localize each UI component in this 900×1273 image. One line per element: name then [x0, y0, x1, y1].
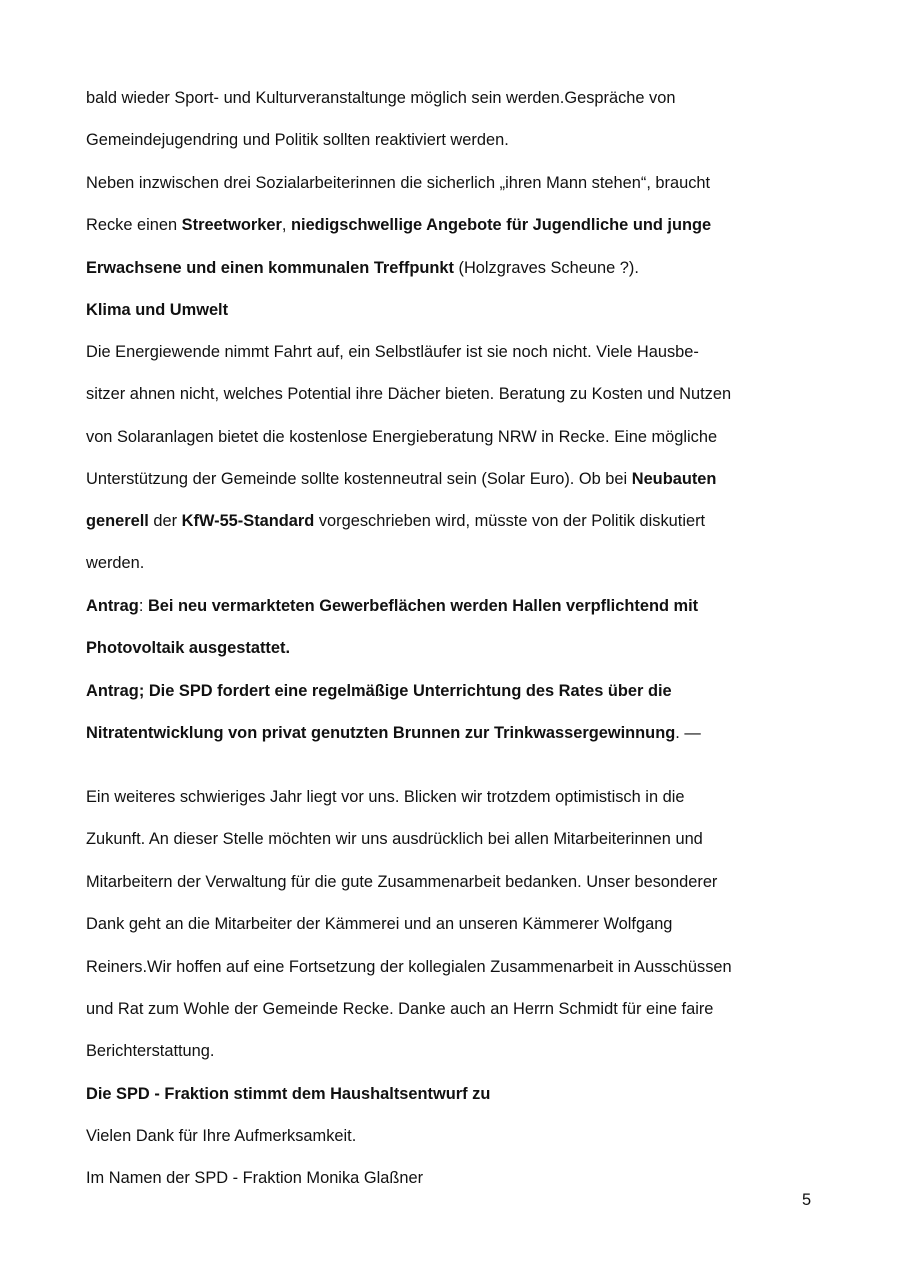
text-line — [86, 511, 705, 531]
text-run: Die Energiewende nimmt Fahrt auf, ein Selbstläufer ist sie noch nicht. Viele Hausbe- — [86, 343, 699, 361]
text-run: Vielen Dank für Ihre Aufmerksamkeit. — [86, 1127, 357, 1145]
text-run: Neben inzwischen drei Sozialarbeiterinnen die sicherlich „ihren Mann stehen“, braucht — [86, 174, 711, 192]
text-run: (Holzgraves Scheune ?). — [453, 259, 639, 277]
bold-text-run: Nitratentwicklung von privat genutzten Brunnen zur Trinkwassergewinnung — [86, 724, 676, 742]
text-line — [86, 300, 228, 320]
text-line — [86, 384, 731, 404]
text-run: Gemeindejugendring und Politik sollten reaktiviert werden. — [86, 131, 509, 149]
text-run: Recke einen — [86, 216, 182, 234]
text-line — [86, 130, 509, 150]
text-run: : — [138, 597, 148, 615]
text-line — [86, 681, 672, 701]
bold-text-run: KfW-55-Standard — [181, 512, 315, 530]
text-run: Ein weiteres schwieriges Jahr liegt vor uns. Blicken wir trotzdem optimistisch in die — [86, 788, 685, 806]
bold-text-run: Antrag — [86, 597, 139, 615]
text-line — [86, 787, 684, 807]
text-run: Im Namen der SPD - Fraktion Monika Glaßner — [86, 1169, 424, 1187]
text-run: bald wieder Sport- und Kulturveranstaltunge möglich sein werden.Gespräche von — [86, 89, 676, 107]
text-run: vorgeschrieben wird, müsste von der Politik diskutiert — [314, 512, 706, 530]
text-line — [86, 1168, 423, 1188]
text-line — [86, 342, 699, 362]
text-line — [86, 215, 711, 235]
text-line — [86, 1126, 356, 1146]
text-line — [86, 1084, 490, 1104]
text-line — [86, 1041, 214, 1061]
text-run: Dank geht an die Mitarbeiter der Kämmerei und an unseren Kämmerer Wolfgang — [86, 915, 673, 933]
text-run: , — [281, 216, 291, 234]
bold-text-run: Bei neu vermarkteten Gewerbeflächen werden Hallen verpflichtend mit — [147, 597, 699, 615]
text-run: und Rat zum Wohle der Gemeinde Recke. Danke auch an Herrn Schmidt für eine faire — [86, 1000, 714, 1018]
text-run: Zukunft. An dieser Stelle möchten wir uns ausdrücklich bei allen Mitarbeiterinnen und — [86, 830, 703, 848]
page-number: 5 — [802, 1191, 812, 1209]
text-line — [86, 469, 716, 489]
text-line — [86, 999, 713, 1019]
text-line — [86, 829, 703, 849]
text-line — [86, 723, 701, 743]
text-run: . — — [675, 724, 701, 742]
bold-text-run: Antrag; Die SPD fordert eine regelmäßige Unterrichtung des Rates über die — [86, 682, 672, 700]
text-run: der — [148, 512, 182, 530]
text-line — [86, 553, 144, 573]
text-line — [86, 88, 676, 108]
text-run: Reiners.Wir hoffen auf eine Fortsetzung der kollegialen Zusammenarbeit in Ausschüssen — [86, 958, 732, 976]
text-line — [86, 957, 732, 977]
text-line — [86, 427, 717, 447]
bold-text-run: generell — [86, 512, 149, 530]
text-line — [86, 173, 710, 193]
text-line — [86, 258, 639, 278]
text-line — [86, 872, 717, 892]
bold-text-run: Streetworker — [181, 216, 282, 234]
text-line — [86, 596, 698, 616]
text-line — [86, 638, 290, 658]
text-line — [86, 914, 672, 934]
bold-text-run: niedigschwellige Angebote für Jugendliche und junge — [291, 216, 712, 234]
text-run: von Solaranlagen bietet die kostenlose Energieberatung NRW in Recke. Eine mögliche — [86, 428, 718, 446]
text-run: Berichterstattung. — [86, 1042, 215, 1060]
text-run: werden. — [86, 554, 145, 572]
bold-text-run: Erwachsene und einen kommunalen Treffpunkt — [86, 259, 454, 277]
bold-text-run: Photovoltaik ausgestattet. — [86, 639, 291, 657]
bold-text-run: Neubauten — [631, 470, 717, 488]
bold-text-run: Die SPD - Fraktion stimmt dem Haushaltsentwurf zu — [86, 1085, 491, 1103]
text-run: sitzer ahnen nicht, welches Potential ihre Dächer bieten. Beratung zu Kosten und Nutzen — [86, 385, 732, 403]
text-run: Unterstützung der Gemeinde sollte kostenneutral sein (Solar Euro). Ob bei — [86, 470, 632, 488]
bold-text-run: Klima und Umwelt — [86, 301, 229, 319]
text-run: Mitarbeitern der Verwaltung für die gute Zusammenarbeit bedanken. Unser besonderer — [86, 873, 718, 891]
